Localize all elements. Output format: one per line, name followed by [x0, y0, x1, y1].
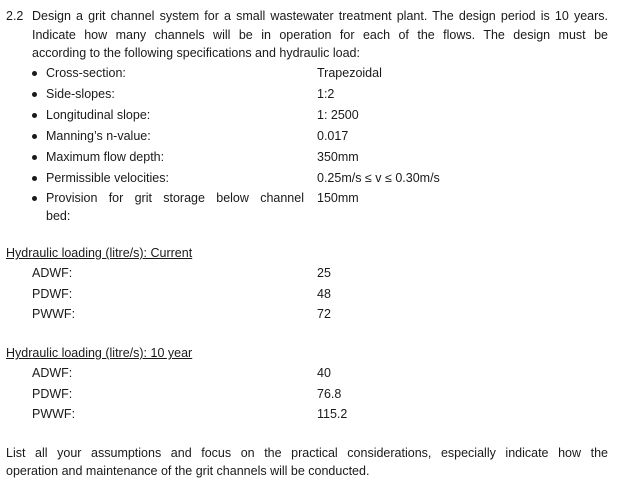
bullet-icon [32, 113, 37, 118]
current-row-label: ADWF: [32, 266, 73, 280]
spec-value: 0.25m/s ≤ v ≤ 0.30m/s [317, 171, 440, 185]
bullet-icon [32, 134, 37, 139]
future-row-label: PDWF: [32, 387, 73, 401]
current-row-label: PWWF: [32, 307, 76, 321]
spec-value: 1:2 [317, 87, 335, 101]
closing-line-1: List all your assumptions and focus on the practical considerations, especially indicate how the [6, 446, 608, 460]
spec-value: 0.017 [317, 129, 349, 143]
spec-label: Cross-section: [46, 66, 126, 80]
spec-label: Manning’s n-value: [46, 129, 151, 143]
bullet-icon [32, 196, 37, 201]
future-row-value: 115.2 [317, 407, 348, 421]
intro-line-3: according to the following specifications and hydraulic load: [32, 46, 360, 60]
spec-value: 350mm [317, 150, 359, 164]
spec-value: 150mm [317, 191, 359, 205]
current-row-label: PDWF: [32, 287, 73, 301]
future-row-value: 40 [317, 366, 331, 380]
spec-label: Longitudinal slope: [46, 108, 151, 122]
bullet-icon [32, 176, 37, 181]
current-loading-heading: Hydraulic loading (litre/s): Current [6, 246, 193, 260]
spec-value: 1: 2500 [317, 108, 359, 122]
spec-label: Side-slopes: [46, 87, 115, 101]
question-number: 2.2 [6, 9, 24, 23]
bullet-icon [32, 155, 37, 160]
intro-line-1: Design a grit channel system for a small wastewater treatment plant. The design period is 10 years. [32, 9, 608, 23]
future-loading-heading: Hydraulic loading (litre/s): 10 year [6, 346, 193, 360]
spec-value: Trapezoidal [317, 66, 382, 80]
current-row-value: 72 [317, 307, 331, 321]
closing-line-2: operation and maintenance of the grit channels will be conducted. [6, 464, 370, 478]
future-row-label: ADWF: [32, 366, 73, 380]
intro-line-2: Indicate how many channels will be in operation for each of the flows. The design must be [32, 28, 608, 42]
future-row-value: 76.8 [317, 387, 342, 401]
future-row-label: PWWF: [32, 407, 76, 421]
bullet-icon [32, 92, 37, 97]
current-row-value: 48 [317, 287, 331, 301]
spec-label: Provision for grit storage below channel [46, 191, 304, 205]
current-row-value: 25 [317, 266, 331, 280]
spec-label-continuation: bed: [46, 209, 71, 223]
spec-label: Maximum flow depth: [46, 150, 165, 164]
bullet-icon [32, 71, 37, 76]
spec-label: Permissible velocities: [46, 171, 169, 185]
